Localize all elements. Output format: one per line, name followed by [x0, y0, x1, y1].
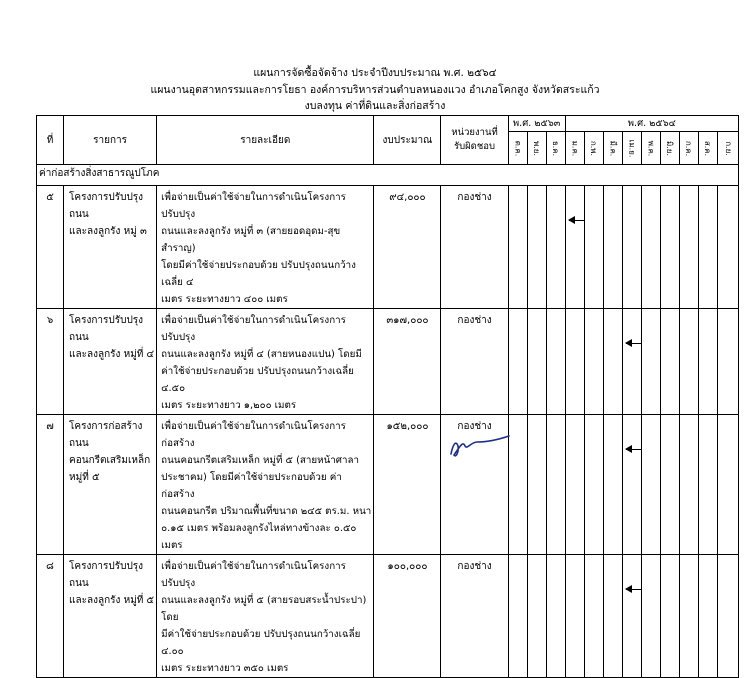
procurement-plan-table: [36, 115, 739, 678]
month-cell: [660, 555, 679, 678]
header-item: รายการ: [64, 116, 157, 165]
month-header-jan: [565, 132, 584, 165]
category-row: ค่าก่อสร้างสิ่งสาธารณูปโภค: [37, 165, 739, 186]
project-name-line: หมู่ที่ ๕: [69, 472, 100, 483]
month-label: มี.ค.: [608, 140, 618, 156]
month-header-nov: [527, 132, 546, 165]
month-label: พ.ค.: [646, 140, 656, 156]
month-cell: [508, 555, 527, 678]
month-cell: [527, 186, 546, 309]
month-header-jul: [679, 132, 698, 165]
month-header-dec: [546, 132, 565, 165]
month-label: ม.ค.: [570, 140, 580, 156]
project-detail-line: เมตร ระยะทางยาว ๓๕๐ เมตร: [161, 663, 289, 674]
month-cell: [584, 309, 603, 415]
month-label: พ.ย.: [532, 140, 542, 156]
responsible-agency: กองช่าง: [441, 555, 508, 678]
month-cell: [660, 415, 679, 555]
month-label: เม.ย.: [627, 139, 637, 157]
project-detail: [157, 555, 374, 678]
budget-category-title: งบลงทุน ค่าที่ดินและสิ่งก่อสร้าง: [304, 100, 446, 112]
month-cell: [622, 309, 641, 415]
project-name-line: และลงลูกรัง หมู่ ๓: [69, 226, 147, 237]
month-label: ก.ย.: [723, 140, 733, 156]
month-label: ก.พ.: [589, 140, 599, 156]
project-budget: ๓๑๗,๐๐๐: [374, 309, 441, 415]
month-cell: [698, 415, 717, 555]
project-detail-line: ค่าใช้จ่ายประกอบด้วย ปรับปรุงถนนกว้างเฉลี่ย ๔.๕๐: [161, 366, 354, 394]
month-cell: [641, 309, 660, 415]
project-name: [64, 309, 157, 415]
month-cell: [679, 555, 698, 678]
month-header-feb: [584, 132, 603, 165]
month-cell: [546, 309, 565, 415]
month-cell: [641, 415, 660, 555]
schedule-arrow: [626, 343, 642, 344]
month-cell: [603, 555, 622, 678]
month-cell: [584, 186, 603, 309]
header-agency-line2: รับผิดชอบ: [453, 141, 496, 152]
project-detail-line: ถนนและลงลูกรัง หมู่ที่ ๓ (สายยอดอุดม-สุขสำราญ): [161, 226, 341, 254]
month-cell: [698, 186, 717, 309]
month-cell: [717, 555, 738, 678]
project-name-line: โครงการปรับปรุงถนน: [69, 192, 144, 220]
header-no: ที่: [37, 116, 64, 165]
project-detail-line: ถนนและลงลูกรัง หมู่ที่ ๔ (สายหนองแปน) โดยมี: [161, 349, 362, 360]
month-cell: [717, 309, 738, 415]
header-agency: [441, 116, 508, 165]
month-cell: [641, 186, 660, 309]
project-row: [37, 555, 739, 678]
project-detail: [157, 415, 374, 555]
header-agency-line1: หน่วยงานที่: [451, 127, 498, 138]
project-detail-line: ๐.๑๕ เมตร พร้อมลงลูกรังไหล่ทางข้างละ ๐.๕๐ เมตร: [161, 523, 357, 551]
project-number: ๘: [37, 555, 64, 678]
plan-title: แผนการจัดซื้อจัดจ้าง ประจำปีงบประมาณ พ.ศ. ๒๕๖๔: [253, 67, 497, 79]
month-cell: [546, 186, 565, 309]
schedule-arrow: [626, 449, 642, 450]
project-row: [37, 309, 739, 415]
month-header-aug: [698, 132, 717, 165]
month-cell: [584, 555, 603, 678]
month-cell: [603, 186, 622, 309]
project-detail-line: มีค่าใช้จ่ายประกอบด้วย ปรับปรุงถนนกว้างเฉลี่ย ๔.๐๐: [161, 629, 361, 657]
responsible-agency: กองช่าง: [441, 415, 508, 555]
month-cell: [622, 186, 641, 309]
month-cell: [679, 309, 698, 415]
project-budget: ๑๐๐,๐๐๐: [374, 555, 441, 678]
responsible-agency: กองช่าง: [441, 186, 508, 309]
project-detail-line: ถนนคอนกรีตเสริมเหล็ก หมู่ที่ ๕ (สายหน้าศาลา: [161, 455, 360, 466]
project-name-line: โครงการปรับปรุงถนน: [69, 561, 144, 589]
schedule-arrow: [626, 589, 642, 590]
month-cell: [622, 415, 641, 555]
project-name-line: โครงการก่อสร้างถนน: [69, 421, 143, 449]
month-cell: [508, 186, 527, 309]
header-detail: รายละเอียด: [157, 116, 374, 165]
project-detail-line: ประชาคม) โดยมีค่าใช้จ่ายประกอบด้วย ค่าก่อสร้าง: [161, 472, 342, 500]
month-cell: [641, 555, 660, 678]
month-cell: [546, 555, 565, 678]
month-header-mar: [603, 132, 622, 165]
plan-subtitle: แผนงานอุตสาหกรรมและการโยธา องค์การบริหารส่วนตำบลหนองแวง อำเภอโคกสูง จังหวัดสระแก้ว: [150, 84, 600, 96]
month-cell: [565, 415, 584, 555]
project-detail-line: ถนนคอนกรีต ปริมาณพื้นที่ขนาด ๒๔๕ ตร.ม. หนา: [161, 506, 372, 517]
month-header-sep: [717, 132, 738, 165]
project-detail-line: เพื่อจ่ายเป็นค่าใช้จ่ายในการดำเนินโครงการก่อสร้าง: [161, 421, 346, 449]
project-name-line: โครงการปรับปรุงถนน: [69, 315, 144, 343]
project-row: [37, 186, 739, 309]
project-name-line: และลงลูกรัง หมู่ที่ ๕: [69, 595, 155, 606]
project-number: ๖: [37, 309, 64, 415]
month-cell: [660, 309, 679, 415]
month-cell: [679, 415, 698, 555]
project-detail: [157, 186, 374, 309]
month-cell: [717, 415, 738, 555]
month-cell: [527, 555, 546, 678]
signature-mark: [447, 428, 513, 462]
month-cell: [679, 186, 698, 309]
month-cell: [565, 309, 584, 415]
project-number: ๗: [37, 415, 64, 555]
responsible-agency: กองช่าง: [441, 309, 508, 415]
month-cell: [527, 415, 546, 555]
month-cell: [698, 309, 717, 415]
month-label: ส.ค.: [703, 140, 713, 156]
month-cell: [603, 309, 622, 415]
month-cell: [584, 415, 603, 555]
schedule-arrow: [569, 220, 585, 221]
month-cell: [660, 186, 679, 309]
month-cell: [546, 415, 565, 555]
project-detail-line: ถนนและลงลูกรัง หมู่ที่ ๕ (สายรอบสระน้ำประปา) โดย: [161, 595, 367, 623]
project-detail-line: เพื่อจ่ายเป็นค่าใช้จ่ายในการดำเนินโครงการปรับปรุง: [161, 315, 346, 343]
project-detail-line: โดยมีค่าใช้จ่ายประกอบด้วย ปรับปรุงถนนกว้างเฉลี่ย ๔: [161, 260, 356, 288]
project-detail-line: เมตร ระยะทางยาว ๑,๒๐๐ เมตร: [161, 400, 297, 411]
header-budget: งบประมาณ: [374, 116, 441, 165]
month-cell: [622, 555, 641, 678]
month-cell: [508, 309, 527, 415]
month-label: ก.ค.: [684, 140, 694, 156]
month-label: มิ.ย.: [665, 140, 675, 156]
month-cell: [603, 415, 622, 555]
project-name: [64, 415, 157, 555]
project-name: [64, 186, 157, 309]
project-budget: ๙๔,๐๐๐: [374, 186, 441, 309]
project-detail-line: เมตร ระยะทางยาว ๔๐๐ เมตร: [161, 294, 288, 305]
project-name: [64, 555, 157, 678]
month-header-oct: [508, 132, 527, 165]
month-cell: [698, 555, 717, 678]
month-header-jun: [660, 132, 679, 165]
project-budget: ๑๕๒,๐๐๐: [374, 415, 441, 555]
project-detail-line: เพื่อจ่ายเป็นค่าใช้จ่ายในการดำเนินโครงการปรับปรุง: [161, 561, 346, 589]
header-year-2563: พ.ศ. ๒๕๖๓: [508, 116, 565, 132]
project-detail-line: เพื่อจ่ายเป็นค่าใช้จ่ายในการดำเนินโครงการปรับปรุง: [161, 192, 346, 220]
month-header-apr: [622, 132, 641, 165]
project-row: [37, 415, 739, 555]
project-detail: [157, 309, 374, 415]
project-name-line: คอนกรีตเสริมเหล็ก: [69, 455, 151, 466]
month-cell: [565, 186, 584, 309]
project-number: ๕: [37, 186, 64, 309]
month-cell: [565, 555, 584, 678]
month-cell: [527, 309, 546, 415]
project-name-line: และลงลูกรัง หมู่ที่ ๔: [69, 349, 155, 360]
month-header-may: [641, 132, 660, 165]
month-cell: [717, 186, 738, 309]
month-label: ธ.ค.: [551, 140, 561, 156]
month-label: ต.ค.: [513, 140, 523, 156]
header-year-2564: พ.ศ. ๒๕๖๔: [565, 116, 738, 132]
